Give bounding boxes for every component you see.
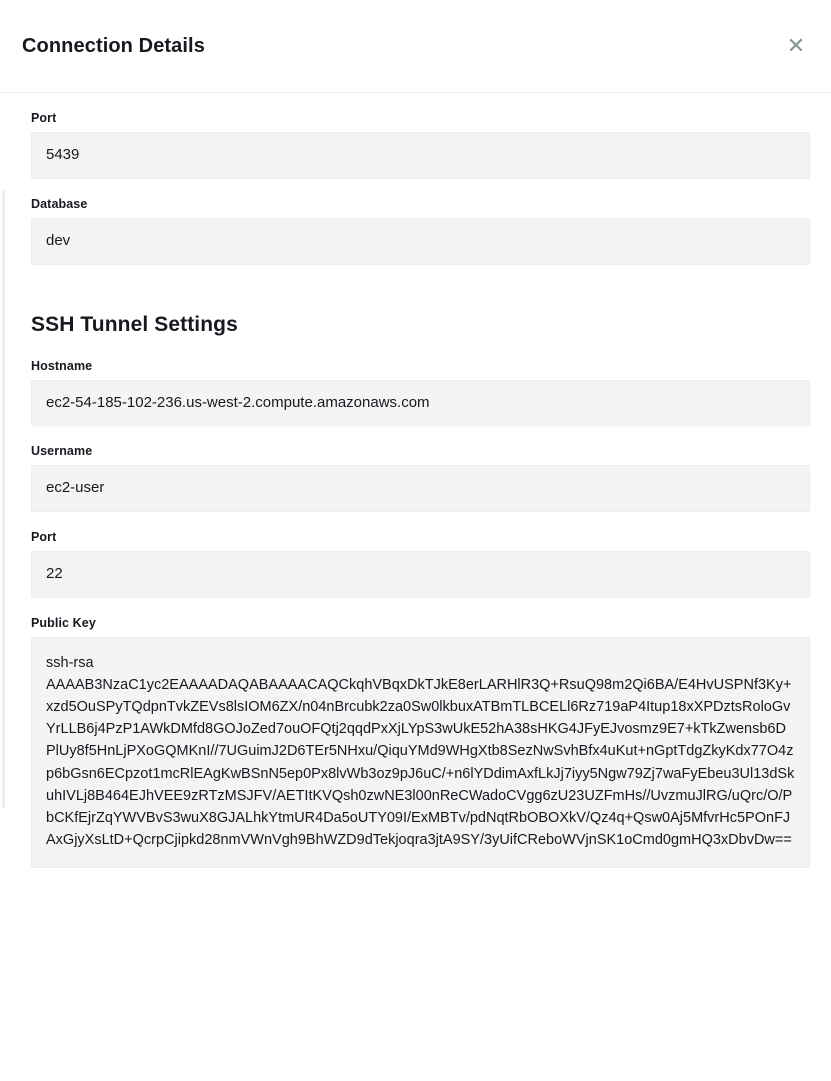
modal-header — [0, 0, 831, 93]
port-input[interactable]: 5439 — [31, 132, 810, 179]
ssh-hostname-input[interactable]: ec2-54-185-102-236.us-west-2.compute.amazonaws.com — [31, 380, 810, 427]
modal-body — [0, 93, 831, 1081]
ssh-port-input[interactable]: 22 — [31, 551, 810, 598]
field-ssh-port — [31, 530, 810, 598]
ssh-username-input[interactable]: ec2-user — [31, 465, 810, 512]
field-database — [31, 197, 810, 265]
field-label-database: Database — [31, 196, 88, 211]
database-input[interactable]: dev — [31, 218, 810, 265]
field-ssh-hostname — [31, 359, 810, 427]
public-key-type: ssh-rsa — [46, 654, 94, 671]
field-port — [31, 111, 810, 179]
section-heading-ssh-tunnel-settings: SSH Tunnel Settings — [31, 312, 238, 336]
page-title: Connection Details — [22, 34, 205, 57]
field-label-ssh-port: Port — [31, 530, 57, 544]
scrollbar[interactable] — [2, 189, 5, 809]
field-label-username: Username — [31, 444, 93, 459]
close-icon[interactable]: ✕ — [783, 33, 809, 59]
public-key-input[interactable] — [31, 637, 810, 869]
public-key-value: AAAAB3NzaC1yc2EAAAADAQABAAAACAQCkqhVBqxDkTJkE8erLARHlR3Q+RsuQ98m2Qi6BA/E4HvUSPNf3Ky+xzd5OuSPyTQdpnTvkZEVs8lsIOM6ZX/n04nBrcubk2za0Sw0lkbuxATBmTLBCELl6Rz719aP4Itup18xXPDztsRoloGvYrLLB6j4PzP1AWkDMfd8GOJoZed7ouOFQtj2qqdPxXjLYpS3wUkE52hA38sHKG4JFyEJvosmz9E7+kTkZwensb6DPlUy8f5HnLjPXoGQMKnI//7UGuimJ2D6TEr5NHxu/QiquYMd9WHgXtb8SezNwSvhBfx4uKut+nGptTdgZkyKdx77O4zp6bGsn6ECpzot1mcRlEAgKwBSnN5ep0Px8lvWb3oz9pJ6uC/+n6lYDdimAxfLkJj7iyy5Ngw79Zj7waFyEbeu3Ul13dSkuhIVLj8B464EJhVEE9zRTzMSJFV/AETItKVQsh0zwNE3l00nReCWadoCVgg6zU23UZFmHs//UvzmuJlRG/uQrc/O/PbCKfEjrZqYWVBvS3wuX8GJALhkYtmUR4Da5oUTY09I/ExMBTv/pdNqtRbOBOXkV/Qz4q+Qsw0Aj5MfvrHc5POnFJAxGjyXsLtD+QcrpCjipkd28nmVWnVgh9BhWZD9dTekjoqra3jtA9SY/3yUifCReboWVjnSK1oCmd0gmHQ3xDbvDw== — [46, 676, 795, 849]
field-label-public-key: Public Key — [31, 615, 96, 630]
field-label-hostname: Hostname — [31, 358, 93, 373]
field-label-port: Port — [31, 111, 57, 125]
field-ssh-username — [31, 444, 810, 512]
field-public-key — [31, 616, 810, 869]
